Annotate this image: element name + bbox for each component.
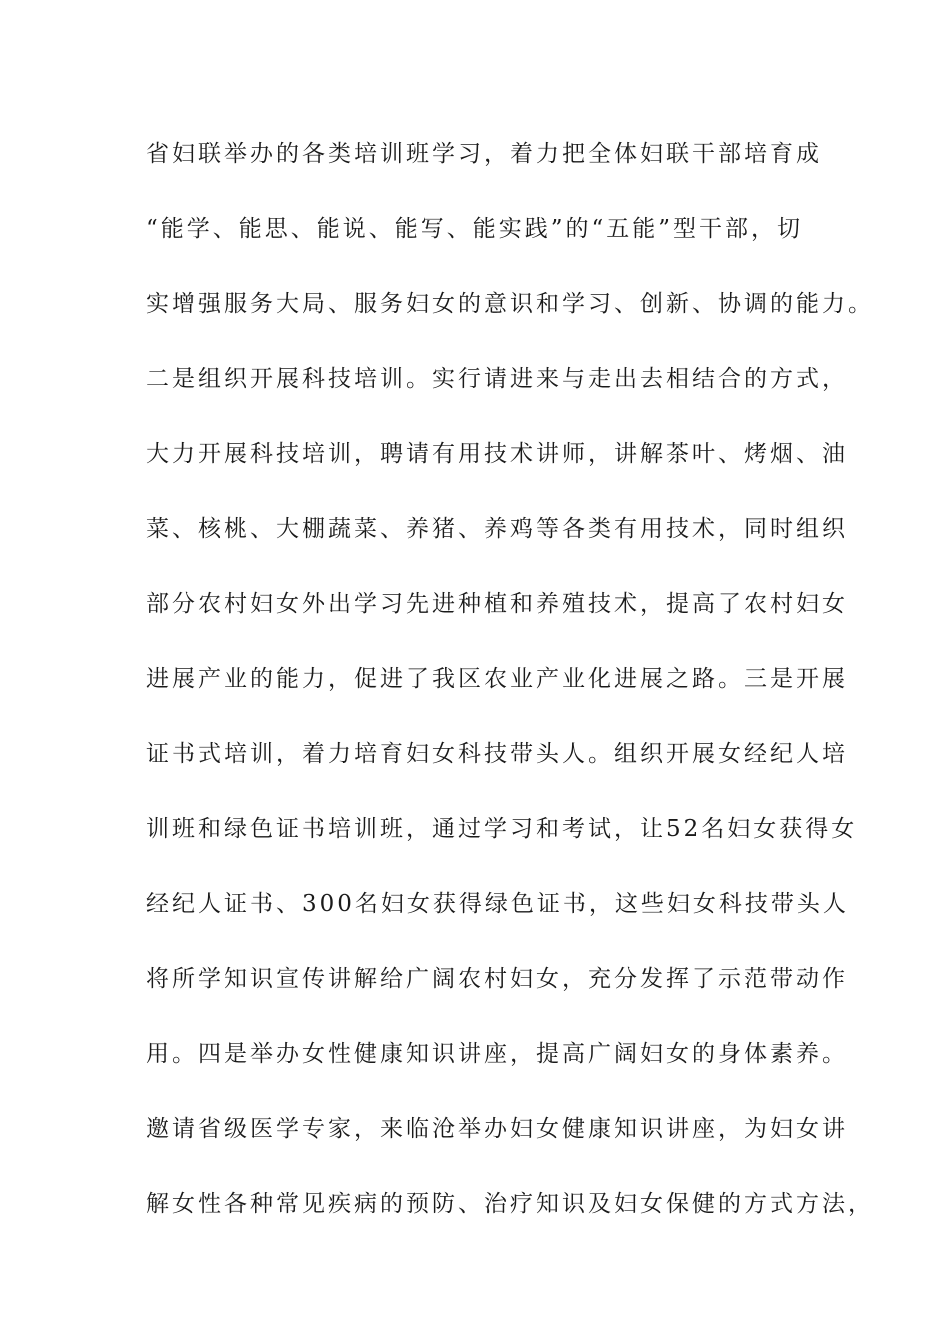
text-line: 省妇联举办的各类培训班学习，着力把全体妇联干部培育成 <box>146 141 822 167</box>
text-line: 进展产业的能力，促进了我区农业产业化进展之路。三是开展 <box>146 666 848 692</box>
text-line: “能学、能思、能说、能写、能实践”的“五能”型干部，切 <box>146 216 804 242</box>
text-line: 实增强服务大局、服务妇女的意识和学习、创新、协调的能力。 <box>146 291 874 317</box>
text-line: 经纪人证书、300名妇女获得绿色证书，这些妇女科技带头人 <box>146 891 849 917</box>
text-line: 二是组织开展科技培训。实行请进来与走出去相结合的方式， <box>146 366 848 392</box>
text-line: 部分农村妇女外出学习先进种植和养殖技术，提高了农村妇女 <box>146 591 848 617</box>
text-line: 证书式培训，着力培育妇女科技带头人。组织开展女经纪人培 <box>146 741 848 767</box>
text-line: 用。四是举办女性健康知识讲座，提高广阔妇女的身体素养。 <box>146 1041 848 1067</box>
text-line: 解女性各种常见疾病的预防、治疗知识及妇女保健的方式方法， <box>146 1191 874 1217</box>
text-line: 大力开展科技培训，聘请有用技术讲师，讲解茶叶、烤烟、油 <box>146 441 848 467</box>
text-line: 训班和绿色证书培训班，通过学习和考试，让52名妇女获得女 <box>146 816 858 842</box>
text-line: 将所学知识宣传讲解给广阔农村妇女，充分发挥了示范带动作 <box>146 966 848 992</box>
body-text <box>146 134 874 1259</box>
text-line: 菜、核桃、大棚蔬菜、养猪、养鸡等各类有用技术，同时组织 <box>146 516 848 542</box>
text-line: 邀请省级医学专家，来临沧举办妇女健康知识讲座，为妇女讲 <box>146 1116 848 1142</box>
